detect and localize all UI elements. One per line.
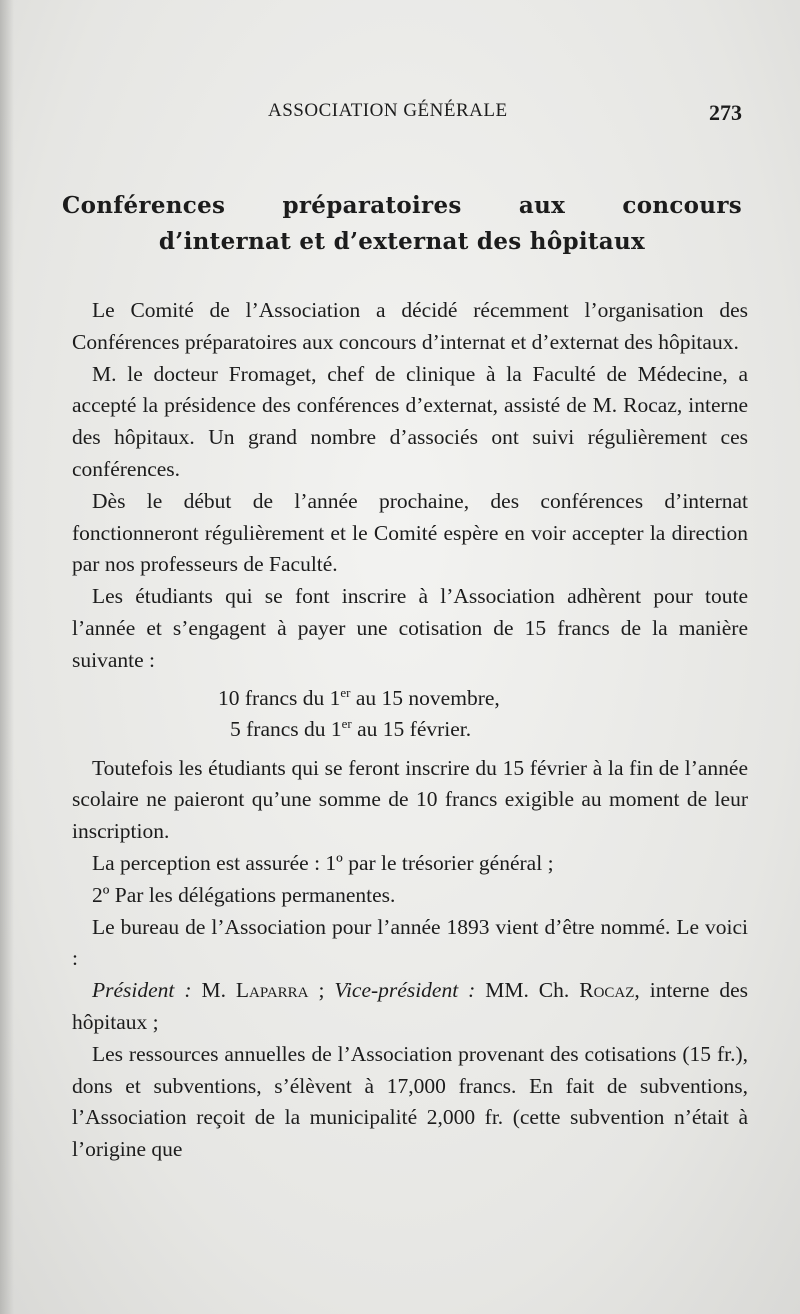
paragraph-5: Toutefois les étudiants qui se feront inscrire du 15 février à la fin de l’année scolaire ne paieront qu’une somme de 10 francs exigible au moment de leur inscription. xyxy=(72,755,748,844)
paragraph-7: 2º Par les délégations permanentes. xyxy=(92,882,396,907)
schedule-1-prefix: 10 francs du 1 xyxy=(218,685,341,710)
running-header: ASSOCIATION GÉNÉRALE xyxy=(268,100,508,121)
vice-president-name-prefix: MM. Ch. R xyxy=(475,978,594,1003)
paragraph-1: Le Comité de l’Association a décidé récemment l’organisation des Conférences préparatoires aux concours d’internat et d’externat des hôpitaux. xyxy=(72,298,748,354)
schedule-line-1 xyxy=(218,683,748,714)
page-number: 273 xyxy=(709,100,742,125)
page-edge-shadow xyxy=(0,0,14,1314)
section-title xyxy=(62,188,742,260)
bureau-separator: ; xyxy=(308,978,335,1003)
section-title-line-2: d’internat et d’externat des hôpitaux xyxy=(158,228,646,255)
president-label: Président : xyxy=(92,978,192,1003)
paragraph-6: La perception est assurée : 1º par le trésorier général ; xyxy=(92,850,554,875)
president-name-prefix: M. L xyxy=(191,978,250,1003)
paragraph-9-bureau xyxy=(72,975,748,1039)
paragraph-8: Le bureau de l’Association pour l’année 1893 vient d’être nommé. Le voici : xyxy=(72,914,748,971)
schedule-2-sup: er xyxy=(341,715,352,731)
article-body xyxy=(72,295,748,1166)
schedule-1-sup: er xyxy=(340,684,351,700)
vice-president-role: , interne des hôpitaux ; xyxy=(72,978,749,1034)
section-title-line-1: Conférences préparatoires aux concours xyxy=(62,192,742,219)
schedule-line-2 xyxy=(218,714,748,745)
vice-president-label: Vice-président : xyxy=(334,978,476,1003)
paragraph-3: Dès le début de l’année prochaine, des conférences d’internat fonctionneront régulièrement et le Comité espère en voir accepter la direction par nos professeurs de Faculté. xyxy=(72,488,748,577)
paragraph-4: Les étudiants qui se font inscrire à l’Association adhèrent pour toute l’année et s’engagent à payer une cotisation de 15 francs de la manière suivante : xyxy=(72,584,748,672)
schedule-2-suffix: au 15 février. xyxy=(351,716,472,741)
vice-president-name-sc: ocaz xyxy=(593,978,635,1003)
paragraph-2: M. le docteur Fromaget, chef de clinique à la Faculté de Médecine, a accepté la présidence des conférences d’externat, assisté de M. Rocaz, interne des hôpitaux. Un grand nombre d’associés ont suivi régulièrement ces conférences. xyxy=(72,361,748,481)
schedule-2-prefix: 5 francs du 1 xyxy=(230,716,342,741)
president-name-sc: aparra xyxy=(249,978,309,1003)
payment-schedule xyxy=(72,683,748,745)
paragraph-10: Les ressources annuelles de l’Association provenant des cotisations (15 fr.), dons et subventions, s’élèvent à 17,000 francs. En fait de subventions, l’Association reçoit de la municipalité 2,000 fr. (cette subvention n’était à l’origine que xyxy=(72,1041,748,1162)
schedule-1-suffix: au 15 novembre, xyxy=(350,685,500,710)
